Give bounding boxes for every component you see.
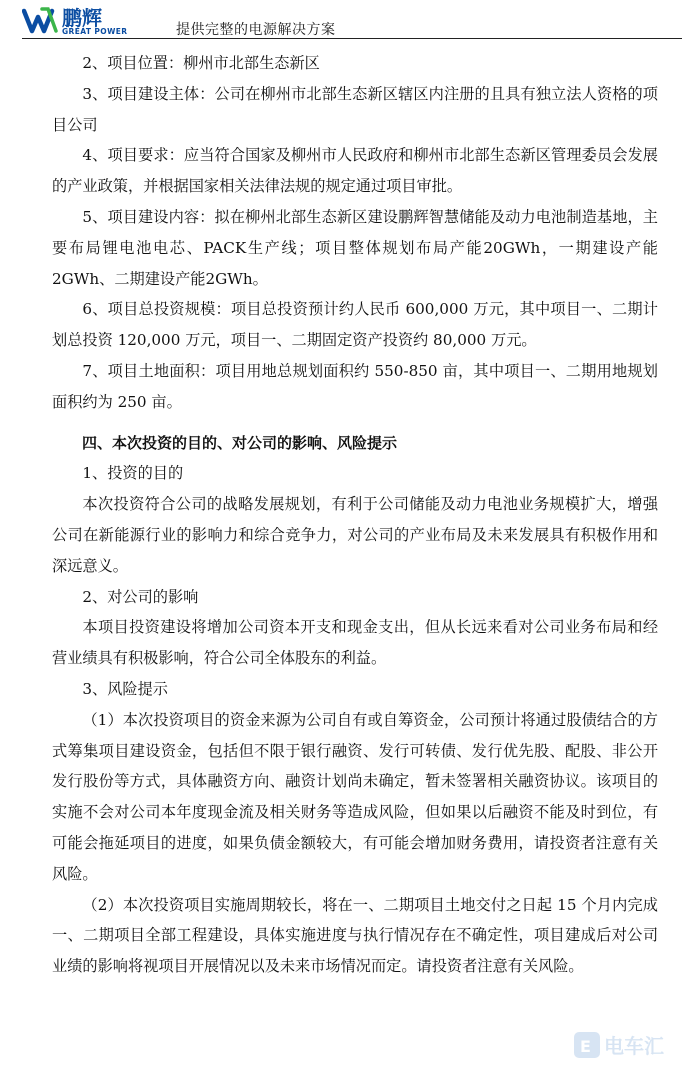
great-power-logo <box>22 5 177 35</box>
paragraph-content: 5、项目建设内容：拟在柳州北部生态新区建设鹏辉智慧储能及动力电池制造基地，主要布局锂电池电芯、PACK生产线；项目整体规划布局产能20GWh，一期建设产能2GWh、二期建设产能2GWh。 <box>52 207 658 288</box>
header-divider <box>22 38 682 39</box>
paragraph-investment: 6、项目总投资规模：项目总投资预计约人民币 600,000 万元，其中项目一、二期计划总投资 120,000 万元，项目一、二期固定资产投资约 80,000 万元。 <box>52 300 658 350</box>
paragraph-requirements: 4、项目要求：应当符合国家及柳州市人民政府和柳州市北部生态新区管理委员会发展的产业政策，并根据国家相关法律法规的规定通过项目审批。 <box>52 146 658 196</box>
svg-text:E: E <box>580 1037 591 1056</box>
paragraph-risk-2: （2）本次投资项目实施周期较长，将在一、二期项目土地交付之日起 15 个月内完成一、二期项目全部工程建设，具体实施进度与执行情况存在不确定性，项目建成后对公司业绩的影响将视项目开展情况以及未来市场情况而定。请投资者注意有关风险。 <box>52 895 658 976</box>
subheading-impact: 2、对公司的影响 <box>82 587 199 606</box>
paragraph-land: 7、项目土地面积：项目用地总规划面积约 550-850 亩，其中项目一、二期用地规划面积约为 250 亩。 <box>52 361 658 411</box>
section-heading: 四、本次投资的目的、对公司的影响、风险提示 <box>82 433 398 452</box>
subheading-risk: 3、风险提示 <box>82 679 168 698</box>
watermark-text: 电车汇 <box>604 1034 664 1058</box>
logo-cn-text: 鹏辉 <box>62 6 102 30</box>
paragraph-purpose: 本次投资符合公司的战略发展规划，有利于公司储能及动力电池业务规模扩大，增强公司在新能源行业的影响力和综合竞争力，对公司的产业布局及未来发展具有积极作用和深远意义。 <box>52 495 658 575</box>
paragraph-risk-1: （1）本次投资项目的资金来源为公司自有或自筹资金，公司预计将通过股债结合的方式筹集项目建设资金，包括但不限于银行融资、发行可转债、发行优先股、配股、非公开发行股份等方式，具体融资方向、融资计划尚未确定，暂未签署相关融资协议。该项目的实施不会对公司本年度现金流及相关财务等造成风险，但如果以后融资不能及时到位，有可能会拖延项目的进度，如果负债金额较大，有可能会增加财务费用，请投资者注意有关风险。 <box>52 710 658 883</box>
subheading-purpose: 1、投资的目的 <box>82 464 184 483</box>
paragraph-location: 2、项目位置：柳州市北部生态新区 <box>82 54 320 72</box>
paragraph-impact: 本项目投资建设将增加公司资本开支和现金支出，但从长远来看对公司业务布局和经营业绩具有积极影响，符合公司全体股东的利益。 <box>52 618 658 668</box>
document-body <box>52 48 658 982</box>
watermark-logo <box>572 1028 692 1062</box>
paragraph-entity: 3、项目建设主体：公司在柳州市北部生态新区辖区内注册的且具有独立法人资格的项目公司 <box>52 84 658 134</box>
logo-en-text: GREAT POWER <box>62 27 128 35</box>
page-header <box>0 0 700 40</box>
header-tagline: 提供完整的电源解决方案 <box>176 22 336 38</box>
